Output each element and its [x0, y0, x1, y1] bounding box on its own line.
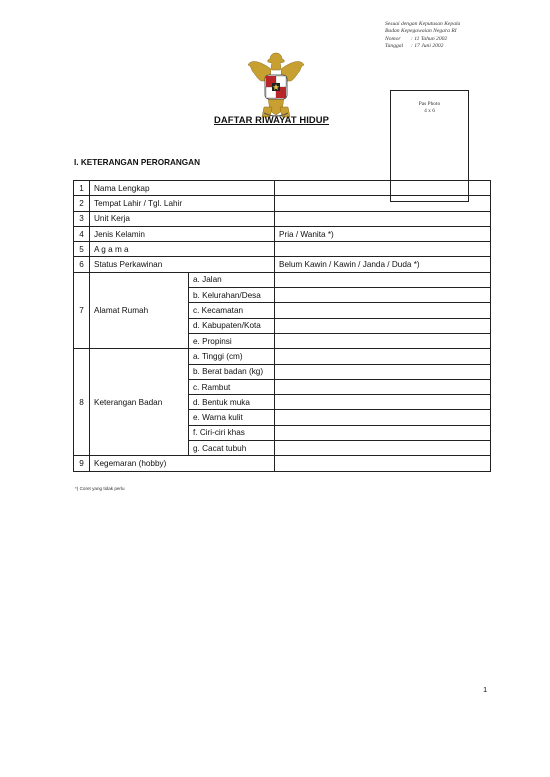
table-row	[74, 226, 491, 241]
reference-nomor	[385, 36, 460, 43]
row-label: Unit Kerja	[90, 211, 275, 226]
table-row	[74, 211, 491, 226]
value-field-berat[interactable]	[275, 364, 491, 379]
section-heading: I. KETERANGAN PERORANGAN	[74, 158, 201, 167]
table-row	[74, 349, 491, 364]
sub-label: e. Warna kulit	[189, 410, 275, 425]
value-field-nama[interactable]	[275, 181, 491, 196]
value-field-status[interactable]: Belum Kawin / Kawin / Janda / Duda *)	[275, 257, 491, 272]
personal-info-table	[73, 180, 491, 472]
row-number: 8	[74, 349, 90, 456]
row-number: 4	[74, 226, 90, 241]
page-title: DAFTAR RIWAYAT HIDUP	[214, 114, 330, 125]
value-field-cacat-tubuh[interactable]	[275, 441, 491, 456]
sub-label: d. Kabupaten/Kota	[189, 318, 275, 333]
table-row	[74, 181, 491, 196]
footnote: *) Coret yang tidak perlu	[75, 486, 125, 491]
value-field-kelurahan[interactable]	[275, 288, 491, 303]
row-label: Alamat Rumah	[90, 272, 189, 348]
value-field-agama[interactable]	[275, 242, 491, 257]
row-label: A g a m a	[90, 242, 275, 257]
table-row	[74, 272, 491, 287]
value-field-kecamatan[interactable]	[275, 303, 491, 318]
value-field-propinsi[interactable]	[275, 333, 491, 348]
value-field-bentuk-muka[interactable]	[275, 395, 491, 410]
row-number: 6	[74, 257, 90, 272]
sub-label: a. Tinggi (cm)	[189, 349, 275, 364]
reference-line-2: Badan Kepegawaian Negara RI	[385, 28, 457, 35]
value-field-tinggi[interactable]	[275, 349, 491, 364]
row-label: Kegemaran (hobby)	[90, 456, 275, 471]
sub-label: b. Berat badan (kg)	[189, 364, 275, 379]
nomor-label: Nomor	[385, 35, 401, 42]
sub-label: e. Propinsi	[189, 333, 275, 348]
row-label: Nama Lengkap	[90, 181, 275, 196]
row-label: Keterangan Badan	[90, 349, 189, 456]
row-number: 2	[74, 196, 90, 211]
sub-label: b. Kelurahan/Desa	[189, 288, 275, 303]
sub-label: f. Ciri-ciri khas	[189, 425, 275, 440]
sub-label: c. Rambut	[189, 379, 275, 394]
reference-tanggal	[385, 43, 460, 50]
reference-note	[385, 21, 460, 51]
row-number: 5	[74, 242, 90, 257]
sub-label: g. Cacat tubuh	[189, 441, 275, 456]
sub-label: c. Kecamatan	[189, 303, 275, 318]
nomor-value: : 11 Tahun 2002	[411, 35, 448, 42]
row-label: Status Perkawinan	[90, 257, 275, 272]
row-number: 3	[74, 211, 90, 226]
sub-label: a. Jalan	[189, 272, 275, 287]
row-label: Tempat Lahir / Tgl. Lahir	[90, 196, 275, 211]
value-field-jenis-kelamin[interactable]: Pria / Wanita *)	[275, 226, 491, 241]
value-field-rambut[interactable]	[275, 379, 491, 394]
table-row	[74, 456, 491, 471]
value-field-tempat-lahir[interactable]	[275, 196, 491, 211]
table-row	[74, 257, 491, 272]
photo-size: 4 x 6	[424, 108, 435, 114]
value-field-unit-kerja[interactable]	[275, 211, 491, 226]
page-number: 1	[483, 685, 488, 694]
table-row	[74, 242, 491, 257]
row-number: 1	[74, 181, 90, 196]
reference-line-1: Sesuai dengan Keputusan Kepala	[385, 21, 461, 27]
row-label: Jenis Kelamin	[90, 226, 275, 241]
table-row	[74, 196, 491, 211]
value-field-kabupaten[interactable]	[275, 318, 491, 333]
value-field-ciri-khas[interactable]	[275, 425, 491, 440]
tanggal-value: : 17 Juni 2002	[411, 43, 444, 50]
value-field-kegemaran[interactable]	[275, 456, 491, 471]
garuda-emblem-icon	[246, 49, 306, 121]
tanggal-label: Tanggal	[385, 43, 404, 50]
value-field-jalan[interactable]	[275, 272, 491, 287]
photo-label: Pas Photo	[418, 101, 441, 107]
row-number: 7	[74, 272, 90, 348]
value-field-warna-kulit[interactable]	[275, 410, 491, 425]
sub-label: d. Bentuk muka	[189, 395, 275, 410]
row-number: 9	[74, 456, 90, 471]
